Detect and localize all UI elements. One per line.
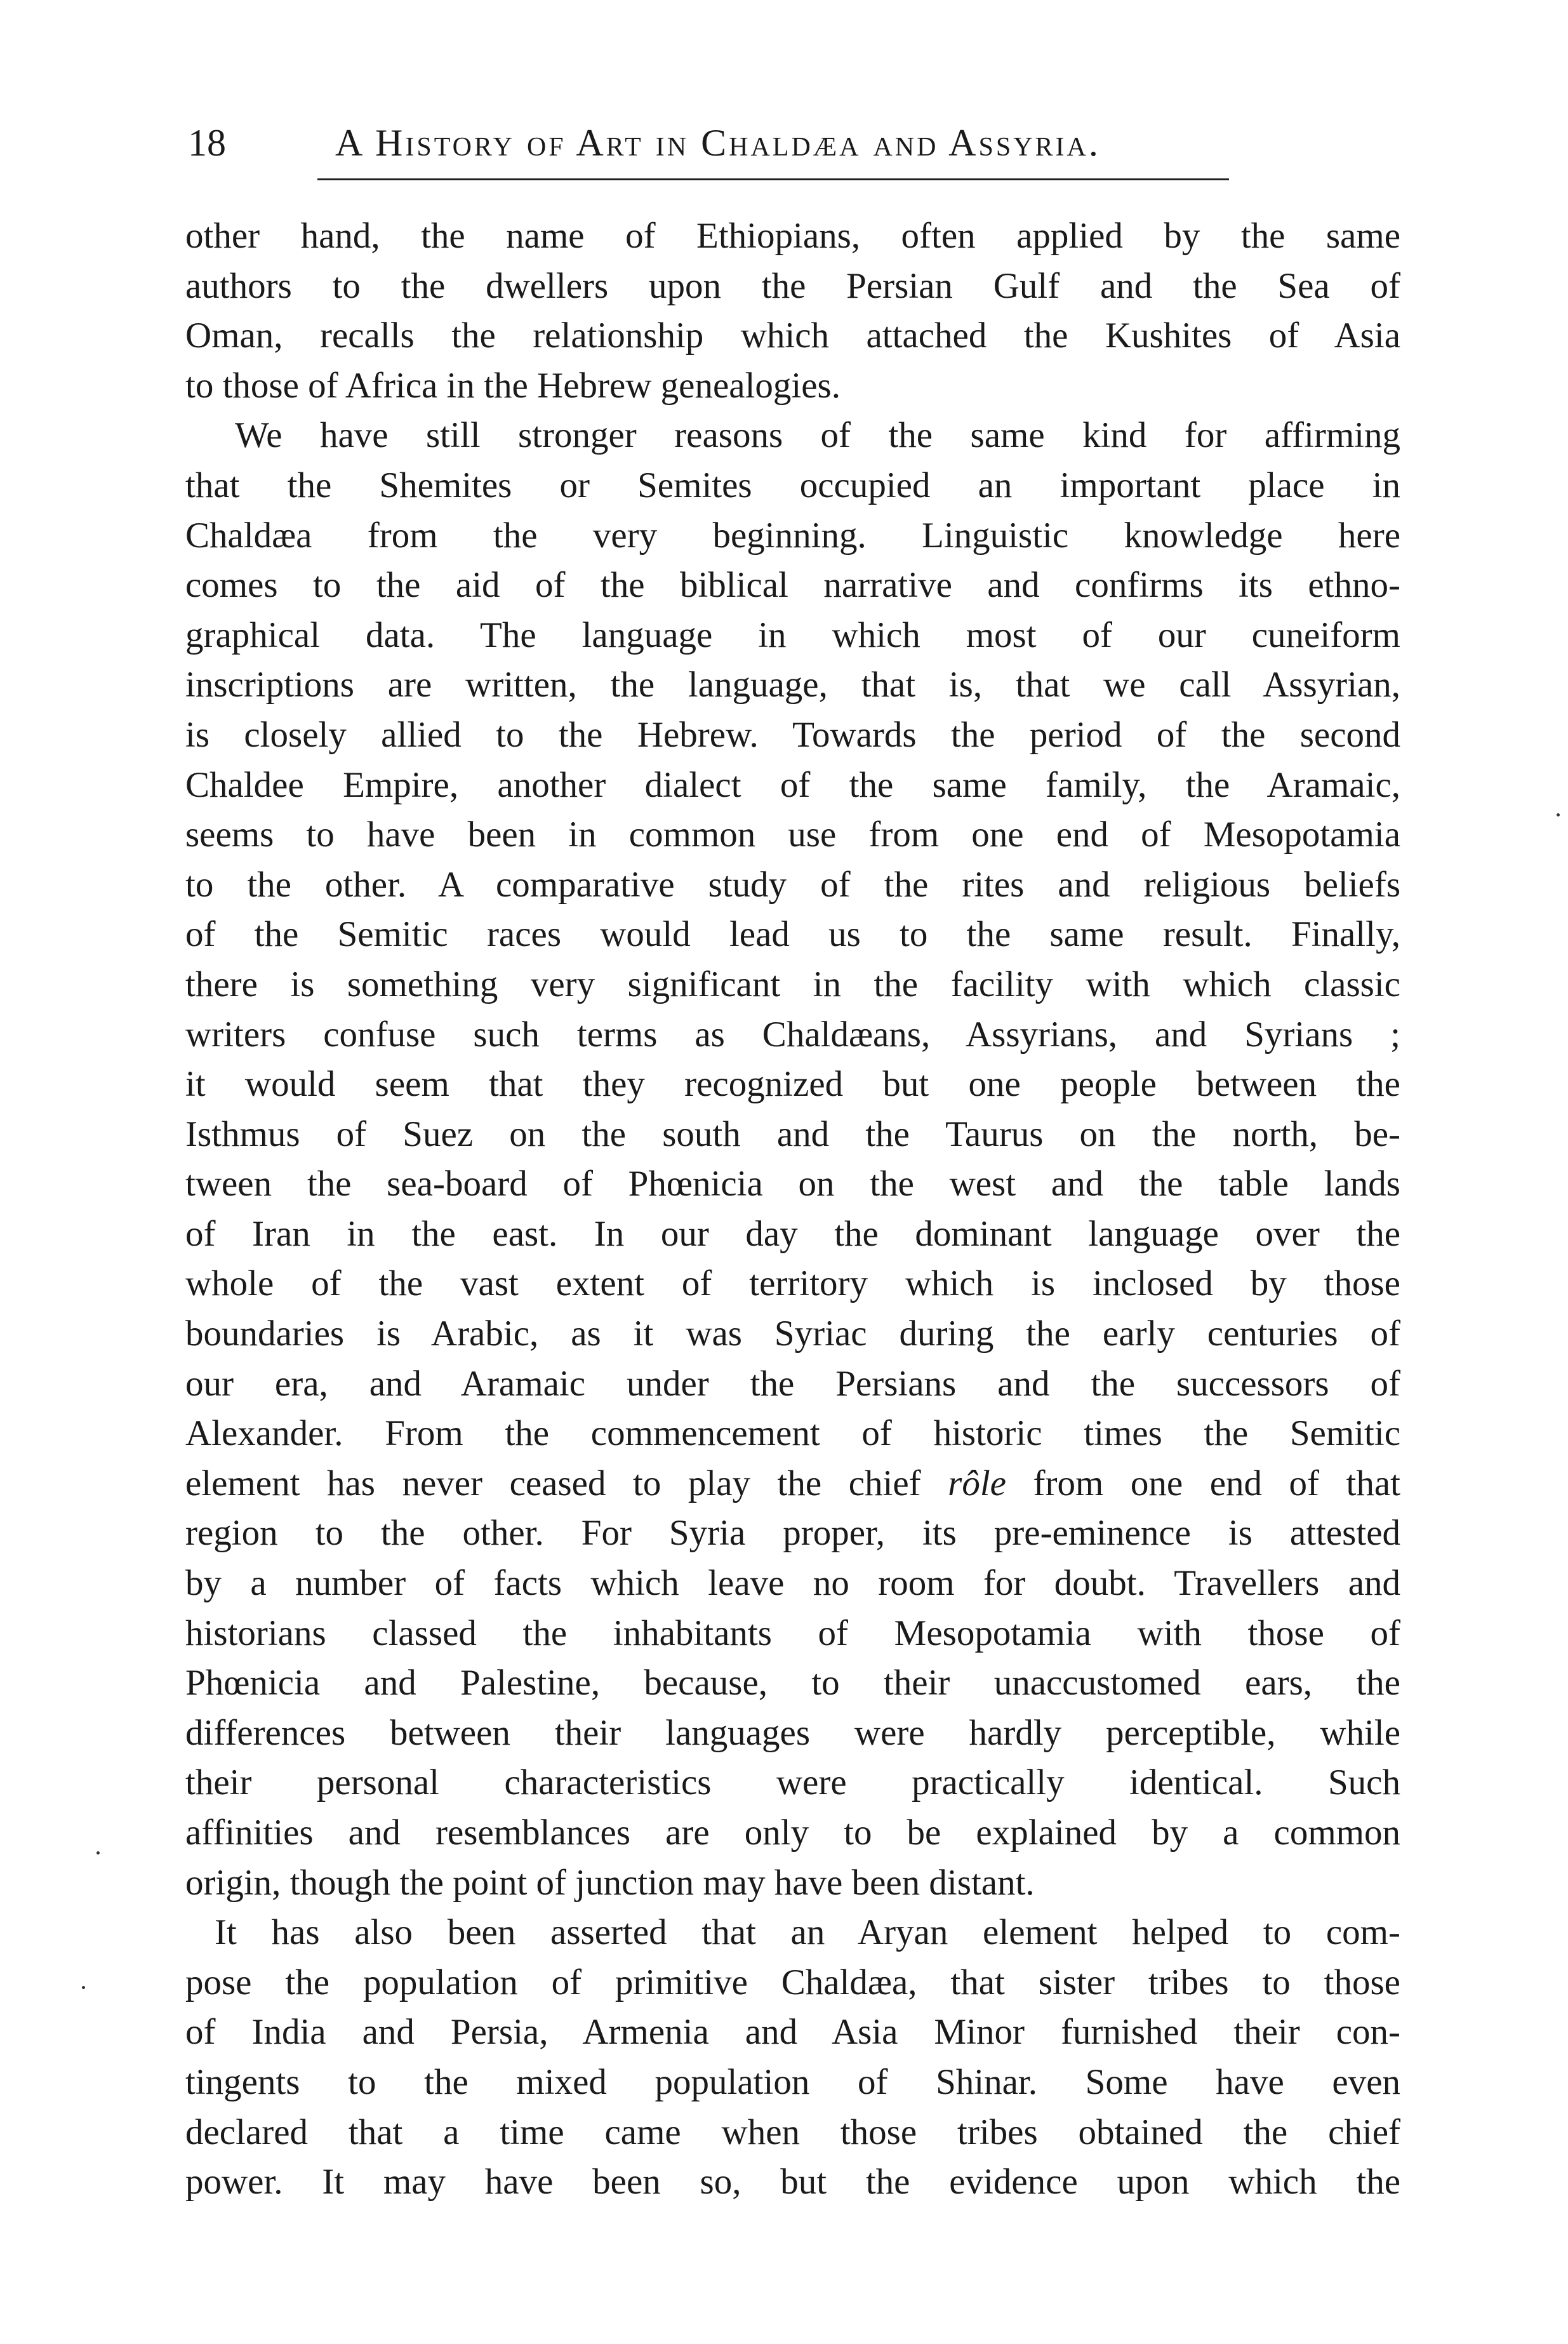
- text-line: to the other. A comparative study of the rites and religious beliefs: [185, 864, 1400, 905]
- text-line: declared that a time came when those tribes obtained the chief: [185, 2112, 1400, 2152]
- text-line: by a number of facts which leave no room for doubt. Travellers and: [185, 1563, 1400, 1604]
- text-line: of the Semitic races would lead us to the same result. Finally,: [185, 914, 1400, 955]
- text-line: seems to have been in common use from one end of Mesopotamia: [185, 815, 1400, 855]
- running-header: [188, 117, 1242, 168]
- text-line: [185, 1459, 1400, 1509]
- scan-speck: [82, 1986, 85, 1989]
- text-line: Chaldee Empire, another dialect of the same family, the Aramaic,: [185, 764, 1400, 805]
- text-line: our era, and Aramaic under the Persians and the successors of: [185, 1363, 1400, 1404]
- page-number: 18: [188, 122, 226, 164]
- paragraph-start-line: It has also been asserted that an Aryan element helped to com-: [215, 1912, 1400, 1953]
- text-line: that the Shemites or Semites occupied an important place in: [185, 465, 1400, 505]
- text-line: tween the sea-board of Phœnicia on the west and the table lands: [185, 1164, 1400, 1204]
- text-line: tingents to the mixed population of Shinar. Some have even: [185, 2061, 1400, 2102]
- header-rule: [317, 178, 1229, 180]
- text-line: their personal characteristics were practically identical. Such: [185, 1762, 1400, 1803]
- text-line: there is something very significant in the facility with which classic: [185, 964, 1400, 1004]
- text-line: affinities and resemblances are only to be explained by a common: [185, 1813, 1400, 1853]
- text-line: historians classed the inhabitants of Mesopotamia with those of: [185, 1613, 1400, 1653]
- text-line: region to the other. For Syria proper, its pre-eminence is attested: [185, 1513, 1400, 1554]
- text-line: pose the population of primitive Chaldæa, that sister tribes to those: [185, 1962, 1400, 2002]
- italic-word: rôle: [948, 1463, 1006, 1503]
- body-text: [185, 211, 1400, 2207]
- text-line: Isthmus of Suez on the south and the Taurus on the north, be-: [185, 1114, 1400, 1154]
- text-line: graphical data. The language in which most of our cuneiform: [185, 615, 1400, 655]
- text-line: boundaries is Arabic, as it was Syriac during the early centuries of: [185, 1314, 1400, 1354]
- text-line: authors to the dwellers upon the Persian Gulf and the Sea of: [185, 265, 1400, 306]
- text-line: Chaldæa from the very beginning. Linguistic knowledge here: [185, 515, 1400, 556]
- text-line: whole of the vast extent of territory which is inclosed by those: [185, 1263, 1400, 1304]
- scan-speck: [96, 1851, 100, 1855]
- scan-speck: [1557, 813, 1560, 816]
- text-line: inscriptions are written, the language, that is, that we call Assyrian,: [185, 665, 1400, 705]
- text-line: Alexander. From the commencement of historic times the Semitic: [185, 1413, 1400, 1454]
- text-line: is closely allied to the Hebrew. Towards the period of the second: [185, 714, 1400, 755]
- running-title: A History of Art in Chaldæa and Assyria.: [335, 122, 1101, 164]
- text-line: other hand, the name of Ethiopians, often applied by the same: [185, 216, 1400, 256]
- text-segment: element has never ceased to play the chief: [185, 1463, 921, 1503]
- text-line: of India and Persia, Armenia and Asia Minor furnished their con-: [185, 2012, 1400, 2053]
- text-line: of Iran in the east. In our day the dominant language over the: [185, 1213, 1400, 1254]
- text-line: differences between their languages were hardly perceptible, while: [185, 1712, 1400, 1753]
- text-line: Oman, recalls the relationship which attached the Kushites of Asia: [185, 316, 1400, 356]
- text-line: to those of Africa in the Hebrew genealogies.: [185, 365, 840, 406]
- text-line: origin, though the point of junction may have been distant.: [185, 1862, 1035, 1903]
- text-line: Phœnicia and Palestine, because, to their unaccustomed ears, the: [185, 1663, 1400, 1703]
- paragraph-start-line: We have still stronger reasons of the same kind for affirming: [235, 415, 1400, 456]
- text-line: power. It may have been so, but the evidence upon which the: [185, 2162, 1400, 2202]
- text-line: writers confuse such terms as Chaldæans, Assyrians, and Syrians ;: [185, 1014, 1400, 1055]
- text-line: it would seem that they recognized but one people between the: [185, 1064, 1400, 1105]
- text-segment: from one end of that: [1033, 1463, 1401, 1503]
- text-line: comes to the aid of the biblical narrative and confirms its ethno-: [185, 565, 1400, 606]
